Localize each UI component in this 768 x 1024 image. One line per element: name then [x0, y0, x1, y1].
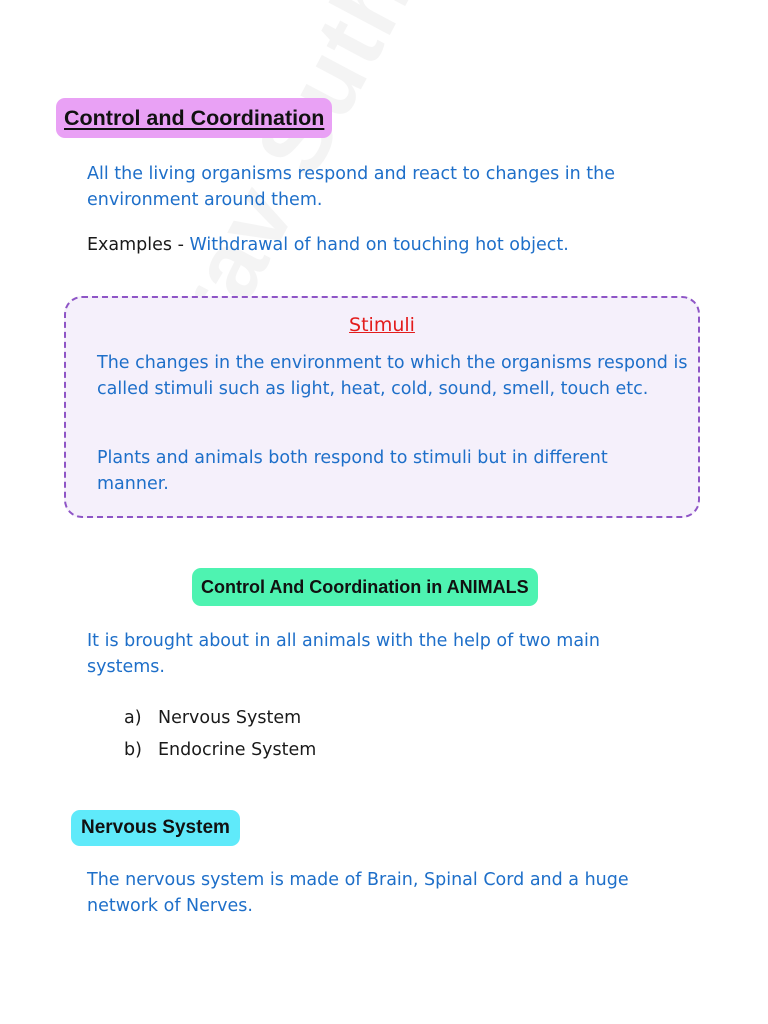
main-heading: Control and Coordination	[56, 98, 332, 138]
examples-label: Examples -	[87, 235, 190, 255]
stimuli-definition: The changes in the environment to which the organisms respond is called stimuli such as light, heat, cold, sound, smell, touch etc.	[97, 353, 688, 399]
list-item	[124, 740, 316, 760]
animals-heading: Control And Coordination in ANIMALS	[192, 568, 538, 606]
examples-line	[87, 232, 707, 258]
intro-paragraph: All the living organisms respond and react to changes in the environment around them.	[87, 164, 616, 210]
stimuli-title: Stimuli	[349, 314, 415, 336]
nervous-system-item: Nervous System	[158, 708, 302, 728]
list-marker: a)	[124, 708, 142, 728]
stimuli-box	[64, 296, 700, 518]
list-marker: b)	[124, 740, 142, 760]
stimuli-response-note: Plants and animals both respond to stimuli but in different manner.	[97, 448, 608, 494]
list-item	[124, 708, 301, 728]
nervous-system-heading: Nervous System	[71, 810, 240, 846]
endocrine-system-item: Endocrine System	[158, 740, 317, 760]
nervous-system-paragraph: The nervous system is made of Brain, Spinal Cord and a huge network of Nerves.	[87, 870, 629, 916]
examples-text: Withdrawal of hand on touching hot object.	[189, 235, 569, 255]
animals-paragraph: It is brought about in all animals with the help of two main systems.	[87, 631, 601, 677]
